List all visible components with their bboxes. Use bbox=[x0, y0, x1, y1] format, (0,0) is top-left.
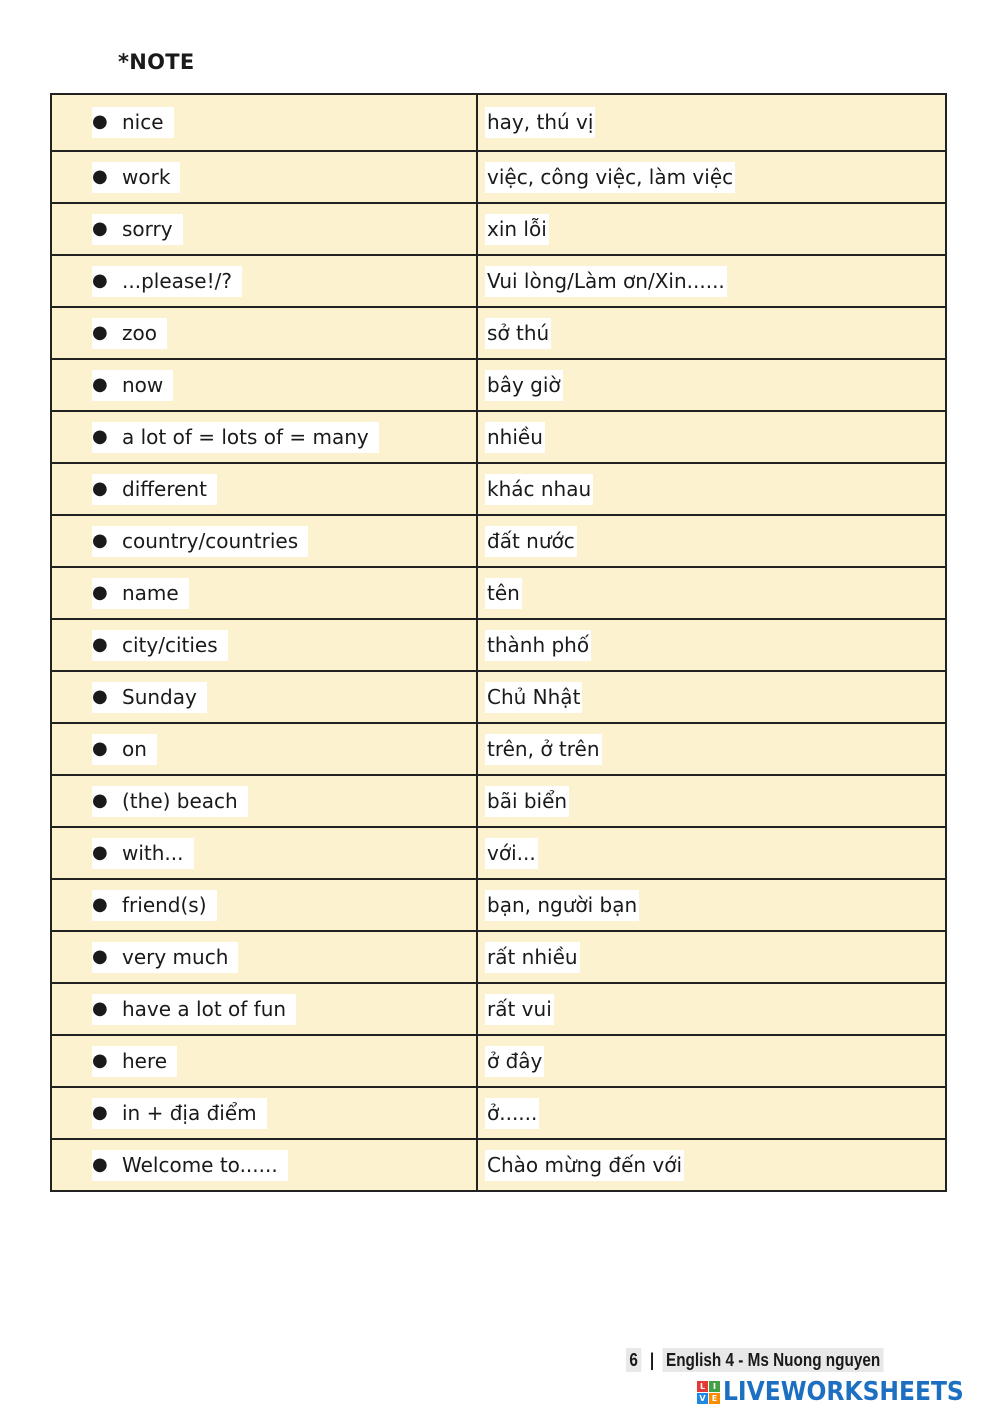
liveworksheets-wordmark: LIVEWORKSHEETS bbox=[723, 1377, 964, 1407]
table-row bbox=[51, 879, 946, 931]
bullet-icon: ● bbox=[92, 997, 108, 1019]
vietnamese-meaning: bây giờ bbox=[485, 370, 563, 401]
vietnamese-meaning: khác nhau bbox=[485, 474, 593, 505]
english-word: friend(s) bbox=[122, 892, 207, 917]
vietnamese-cell bbox=[477, 515, 946, 567]
vietnamese-meaning: Vui lòng/Làm ơn/Xin...... bbox=[485, 266, 727, 297]
english-entry bbox=[92, 474, 217, 505]
table-row bbox=[51, 983, 946, 1035]
english-cell bbox=[51, 1139, 477, 1191]
vietnamese-cell bbox=[477, 463, 946, 515]
vietnamese-meaning: ở đây bbox=[485, 1046, 544, 1077]
english-entry bbox=[92, 370, 173, 401]
bullet-icon: ● bbox=[92, 529, 108, 551]
table-row bbox=[51, 671, 946, 723]
bullet-icon: ● bbox=[92, 1049, 108, 1071]
english-cell bbox=[51, 775, 477, 827]
bullet-icon: ● bbox=[92, 373, 108, 395]
english-cell bbox=[51, 567, 477, 619]
english-entry bbox=[92, 630, 228, 661]
vietnamese-cell bbox=[477, 827, 946, 879]
vietnamese-meaning: sở thú bbox=[485, 318, 551, 349]
english-entry bbox=[92, 1046, 177, 1077]
english-entry bbox=[92, 162, 180, 193]
english-cell bbox=[51, 307, 477, 359]
vietnamese-meaning: đất nước bbox=[485, 526, 577, 557]
vietnamese-cell bbox=[477, 775, 946, 827]
table-row bbox=[51, 1087, 946, 1139]
english-cell bbox=[51, 359, 477, 411]
english-word: ...please!/? bbox=[122, 268, 232, 293]
english-cell bbox=[51, 671, 477, 723]
bullet-icon: ● bbox=[92, 685, 108, 707]
table-row bbox=[51, 567, 946, 619]
english-entry bbox=[92, 318, 167, 349]
liveworksheets-brand[interactable] bbox=[697, 1377, 991, 1407]
bullet-icon: ● bbox=[92, 1101, 108, 1123]
vietnamese-meaning: ở...... bbox=[485, 1098, 539, 1129]
english-word: Welcome to...... bbox=[122, 1152, 278, 1177]
english-entry bbox=[92, 838, 194, 869]
table-row bbox=[51, 931, 946, 983]
english-entry bbox=[92, 890, 217, 921]
bullet-icon: ● bbox=[92, 425, 108, 447]
vietnamese-meaning: hay, thú vị bbox=[485, 107, 595, 138]
bullet-icon: ● bbox=[92, 165, 108, 187]
table-row bbox=[51, 307, 946, 359]
footer-title: English 4 - Ms Nuong nguyen bbox=[663, 1348, 884, 1372]
vietnamese-meaning: trên, ở trên bbox=[485, 734, 602, 765]
english-entry bbox=[92, 578, 189, 609]
vietnamese-meaning: bạn, người bạn bbox=[485, 890, 639, 921]
vietnamese-cell bbox=[477, 931, 946, 983]
table-row bbox=[51, 1035, 946, 1087]
english-word: name bbox=[122, 580, 179, 605]
english-word: (the) beach bbox=[122, 788, 238, 813]
vietnamese-cell bbox=[477, 671, 946, 723]
english-word: a lot of = lots of = many bbox=[122, 424, 369, 449]
table-row bbox=[51, 203, 946, 255]
note-heading: *NOTE bbox=[118, 50, 195, 74]
english-cell bbox=[51, 983, 477, 1035]
english-cell bbox=[51, 879, 477, 931]
bullet-icon: ● bbox=[92, 841, 108, 863]
english-entry bbox=[92, 994, 296, 1025]
english-cell bbox=[51, 931, 477, 983]
vietnamese-cell bbox=[477, 1139, 946, 1191]
page-footer bbox=[626, 1350, 884, 1371]
vietnamese-meaning: thành phố bbox=[485, 630, 591, 661]
english-cell bbox=[51, 151, 477, 203]
english-word: in + địa điểm bbox=[122, 1100, 257, 1125]
page-number: 6 bbox=[626, 1348, 641, 1372]
vietnamese-cell bbox=[477, 723, 946, 775]
vietnamese-cell bbox=[477, 94, 946, 151]
english-cell bbox=[51, 94, 477, 151]
vietnamese-cell bbox=[477, 879, 946, 931]
english-word: Sunday bbox=[122, 684, 197, 709]
vocabulary-table-body bbox=[51, 94, 946, 1191]
table-row bbox=[51, 775, 946, 827]
english-word: different bbox=[122, 476, 207, 501]
table-row bbox=[51, 827, 946, 879]
vietnamese-cell bbox=[477, 983, 946, 1035]
english-cell bbox=[51, 463, 477, 515]
table-row bbox=[51, 94, 946, 151]
logo-letter: L bbox=[697, 1381, 708, 1392]
table-row bbox=[51, 515, 946, 567]
english-cell bbox=[51, 203, 477, 255]
english-entry bbox=[92, 422, 379, 453]
vietnamese-meaning: với... bbox=[485, 838, 538, 869]
liveworksheets-logo-icon bbox=[697, 1381, 720, 1404]
english-cell bbox=[51, 411, 477, 463]
table-row bbox=[51, 255, 946, 307]
english-word: now bbox=[122, 372, 164, 397]
logo-letter: I bbox=[709, 1381, 720, 1392]
vietnamese-meaning: rất vui bbox=[485, 994, 554, 1025]
english-entry bbox=[92, 1150, 288, 1181]
vietnamese-cell bbox=[477, 411, 946, 463]
english-entry bbox=[92, 266, 242, 297]
vietnamese-meaning: Chủ Nhật bbox=[485, 682, 582, 713]
bullet-icon: ● bbox=[92, 581, 108, 603]
vocabulary-table bbox=[50, 93, 947, 1192]
bullet-icon: ● bbox=[92, 111, 108, 132]
english-cell bbox=[51, 827, 477, 879]
english-cell bbox=[51, 255, 477, 307]
english-word: zoo bbox=[122, 320, 157, 345]
english-word: work bbox=[122, 164, 171, 189]
english-entry bbox=[92, 107, 174, 138]
vietnamese-cell bbox=[477, 203, 946, 255]
bullet-icon: ● bbox=[92, 893, 108, 915]
vietnamese-cell bbox=[477, 307, 946, 359]
table-row bbox=[51, 411, 946, 463]
english-word: on bbox=[122, 736, 147, 761]
vietnamese-meaning: nhiều bbox=[485, 422, 545, 453]
bullet-icon: ● bbox=[92, 217, 108, 239]
english-word: city/cities bbox=[122, 632, 218, 657]
vietnamese-cell bbox=[477, 359, 946, 411]
logo-letter: E bbox=[709, 1393, 720, 1404]
table-row bbox=[51, 723, 946, 775]
english-entry bbox=[92, 1098, 267, 1129]
vietnamese-meaning: bãi biển bbox=[485, 786, 569, 817]
english-cell bbox=[51, 619, 477, 671]
bullet-icon: ● bbox=[92, 477, 108, 499]
english-word: sorry bbox=[122, 216, 173, 241]
table-row bbox=[51, 1139, 946, 1191]
english-entry bbox=[92, 526, 308, 557]
vietnamese-meaning: việc, công việc, làm việc bbox=[485, 162, 735, 193]
english-word: have a lot of fun bbox=[122, 996, 287, 1021]
english-word: with... bbox=[122, 840, 184, 865]
vietnamese-meaning: tên bbox=[485, 578, 522, 609]
english-word: country/countries bbox=[122, 528, 299, 553]
vietnamese-cell bbox=[477, 619, 946, 671]
english-word: nice bbox=[122, 110, 164, 134]
vietnamese-meaning: Chào mừng đến với bbox=[485, 1150, 684, 1181]
table-row bbox=[51, 359, 946, 411]
table-row bbox=[51, 619, 946, 671]
table-row bbox=[51, 151, 946, 203]
english-entry bbox=[92, 786, 248, 817]
english-entry bbox=[92, 682, 207, 713]
bullet-icon: ● bbox=[92, 737, 108, 759]
vietnamese-cell bbox=[477, 1035, 946, 1087]
footer-separator: | bbox=[649, 1350, 655, 1370]
english-cell bbox=[51, 515, 477, 567]
bullet-icon: ● bbox=[92, 945, 108, 967]
english-cell bbox=[51, 1035, 477, 1087]
english-entry bbox=[92, 942, 238, 973]
vietnamese-cell bbox=[477, 255, 946, 307]
bullet-icon: ● bbox=[92, 789, 108, 811]
vietnamese-cell bbox=[477, 151, 946, 203]
bullet-icon: ● bbox=[92, 321, 108, 343]
logo-letter: V bbox=[697, 1393, 708, 1404]
english-cell bbox=[51, 723, 477, 775]
vietnamese-cell bbox=[477, 567, 946, 619]
vietnamese-cell bbox=[477, 1087, 946, 1139]
english-word: here bbox=[122, 1048, 168, 1073]
bullet-icon: ● bbox=[92, 1153, 108, 1175]
vietnamese-meaning: xin lỗi bbox=[485, 214, 549, 245]
table-row bbox=[51, 463, 946, 515]
english-entry bbox=[92, 214, 183, 245]
english-cell bbox=[51, 1087, 477, 1139]
bullet-icon: ● bbox=[92, 633, 108, 655]
vietnamese-meaning: rất nhiều bbox=[485, 942, 580, 973]
english-entry bbox=[92, 734, 157, 765]
english-word: very much bbox=[122, 944, 229, 969]
bullet-icon: ● bbox=[92, 269, 108, 291]
